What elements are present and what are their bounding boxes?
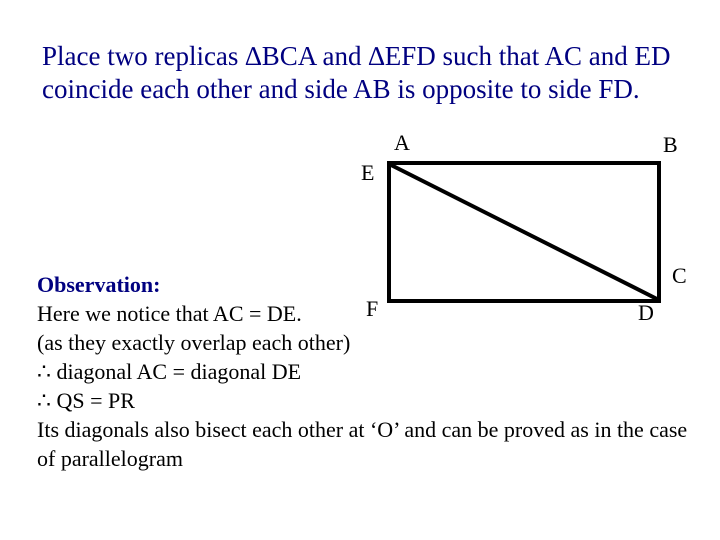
vertex-label-e: E [361, 160, 375, 185]
observation-line-1: Here we notice that AC = DE. [37, 301, 302, 326]
observation-line-2: (as they exactly overlap each other) [37, 330, 351, 355]
vertex-label-a: A [394, 130, 410, 155]
observation-block [37, 270, 697, 473]
observation-line-4: ∴ QS = PR [37, 388, 135, 413]
observation-title: Observation: [37, 272, 161, 297]
observation-line-3: ∴ diagonal AC = diagonal DE [37, 359, 302, 384]
vertex-label-b: B [663, 132, 678, 157]
instruction-text: Place two replicas ∆BCA and ∆EFD such that AC and ED coincide each other and side AB is opposite to side FD. [42, 41, 671, 104]
observation-line-5: Its diagonals also bisect each other at ‘O’ and can be proved as in the case of parallelogram [37, 417, 688, 471]
vertex-label-d: D [638, 300, 654, 325]
vertex-label-c: C [672, 263, 687, 288]
vertex-label-f: F [366, 296, 379, 321]
